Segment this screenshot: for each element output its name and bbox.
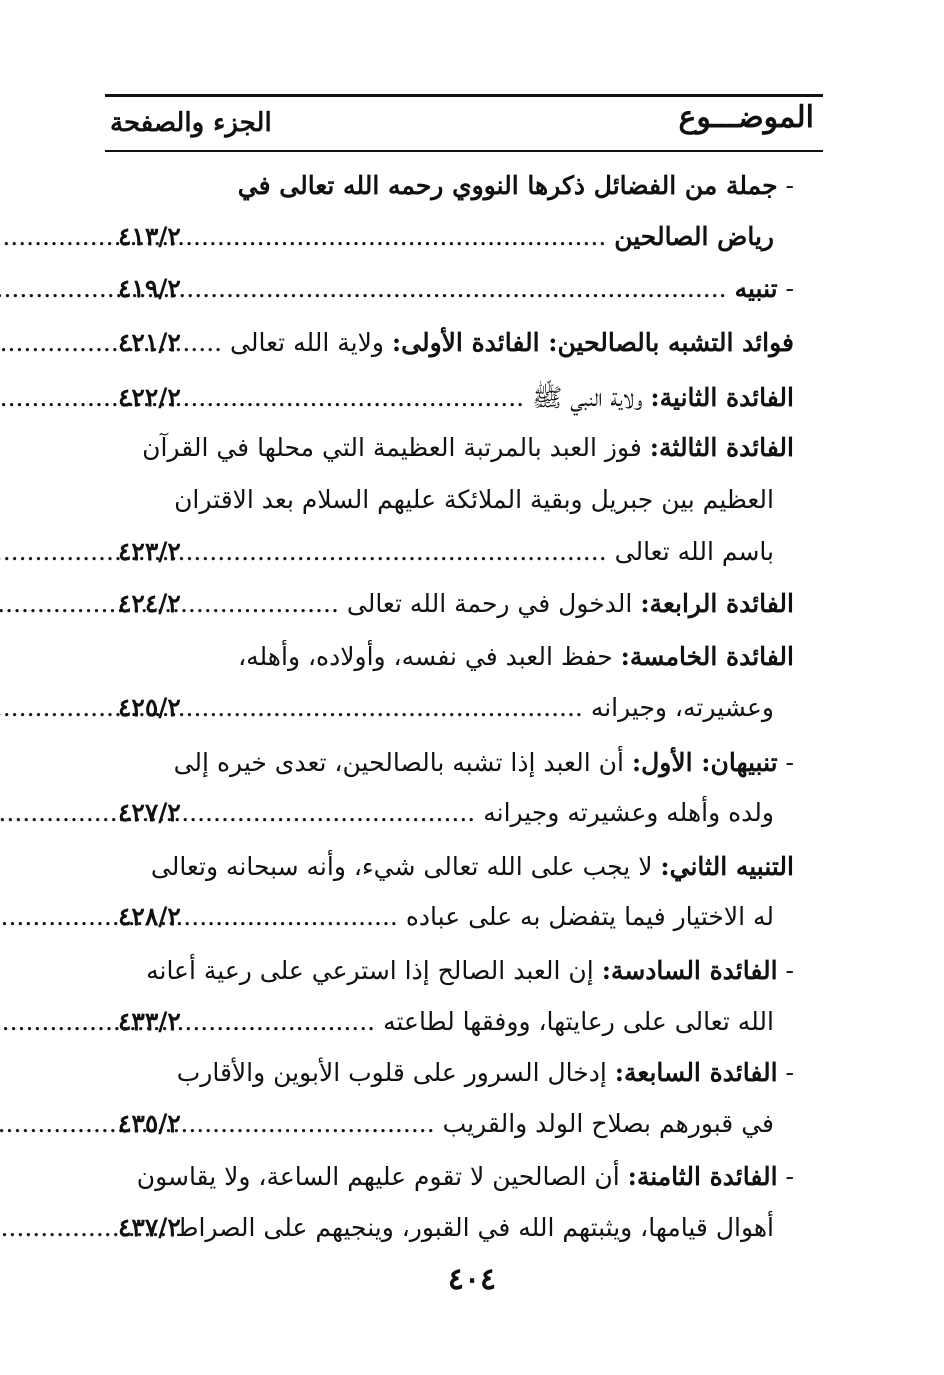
column-heading-topic: الموضـــوع bbox=[678, 100, 814, 135]
toc-entry-text: حفظ العبد في نفسه، وأولاده، وأهله، bbox=[238, 642, 621, 671]
toc-entry-line bbox=[212, 534, 774, 570]
toc-entry-line bbox=[146, 953, 794, 989]
toc-entry-line bbox=[212, 380, 794, 416]
toc-entry-heading: التنبيه الثاني: bbox=[660, 852, 794, 881]
toc-entry-line bbox=[212, 639, 794, 675]
toc-entry-heading: تنبيه bbox=[734, 274, 778, 303]
toc-entry-heading: الفائدة السابعة: bbox=[614, 1058, 778, 1087]
toc-entry-line bbox=[150, 849, 794, 885]
toc-entry-line bbox=[212, 795, 774, 831]
toc-entry-page-ref: ٤١٣/٢ bbox=[118, 222, 181, 251]
toc-entry-line bbox=[212, 325, 794, 361]
toc-entry-line bbox=[212, 1004, 774, 1040]
toc-entry-text: أن الصالحين لا تقوم عليهم الساعة، ولا يقاسون bbox=[136, 1162, 628, 1191]
toc-entry-text: - bbox=[777, 1162, 794, 1191]
toc-entry-heading: الفائدة السادسة: bbox=[601, 956, 778, 985]
toc-entry-text: إن العبد الصالح إذا استرعي على رعية أعانه bbox=[146, 956, 602, 985]
toc-entry-page-ref: ٤٢١/٢ bbox=[118, 328, 181, 357]
header-top-rule bbox=[105, 94, 823, 97]
toc-entry-text: فوز العبد بالمرتبة العظيمة التي محلها في القرآن bbox=[142, 433, 650, 462]
toc-entry-text: له الاختيار فيما يتفضل به على عباده bbox=[405, 902, 774, 931]
toc-entry-page-ref: ٤٣٥/٢ bbox=[118, 1109, 181, 1138]
toc-entry-line bbox=[212, 219, 774, 255]
toc-entry-line bbox=[175, 1210, 774, 1246]
toc-entry-heading: جملة من الفضائل ذكرها النووي رحمه الله تعالى في bbox=[237, 171, 778, 200]
toc-entry-heading: فوائد التشبه بالصالحين: الفائدة الأولى: bbox=[391, 328, 794, 357]
toc-entry-text: - bbox=[777, 1058, 794, 1087]
toc-entry-line bbox=[212, 271, 794, 307]
toc-entry-heading: رياض الصالحين bbox=[614, 222, 774, 251]
toc-entry-text: - bbox=[777, 171, 794, 200]
toc-entry-text: إدخال السرور على قلوب الأبوين والأقارب bbox=[176, 1058, 615, 1087]
toc-entry-heading: تنبيهان: الأول: bbox=[631, 748, 778, 777]
toc-entry-line bbox=[212, 168, 794, 204]
page-number: ٤٠٤ bbox=[447, 1262, 497, 1297]
toc-entry-text: الله تعالى على رعايتها، ووفقها لطاعته bbox=[383, 1007, 774, 1036]
column-heading-part-page: الجزء والصفحة bbox=[110, 108, 272, 138]
toc-entry-text: وعشيرته، وجيرانه bbox=[590, 693, 774, 722]
toc-entry-text: - bbox=[777, 956, 794, 985]
toc-entry-line bbox=[212, 690, 774, 726]
toc-entry-text: العظيم بين جبريل وبقية الملائكة عليهم السلام بعد الاقتران bbox=[174, 485, 774, 514]
toc-entry-heading: الفائدة الثالثة: bbox=[649, 433, 794, 462]
toc-entry-page-ref: ٤٣٧/٢ bbox=[118, 1213, 181, 1242]
toc-entry-page-ref: ٤٢٢/٢ bbox=[118, 383, 181, 412]
toc-entry-text: الدخول في رحمة الله تعالى bbox=[346, 589, 641, 618]
toc-entry-line bbox=[173, 745, 794, 781]
toc-entry-line bbox=[176, 1055, 794, 1091]
toc-entry-text: - bbox=[777, 748, 794, 777]
toc-entry-text: - bbox=[777, 274, 794, 303]
toc-entry-heading: الفائدة الخامسة: bbox=[620, 642, 794, 671]
toc-entry-page-ref: ٤٣٣/٢ bbox=[118, 1007, 181, 1036]
toc-entry-line bbox=[142, 430, 794, 466]
toc-entry-heading: الفائدة الرابعة: bbox=[640, 589, 794, 618]
toc-entry-text: ولاية النبي ﷺ bbox=[532, 383, 651, 412]
toc-entry-line bbox=[212, 899, 774, 935]
toc-entry-text: في قبورهم بصلاح الولد والقريب bbox=[442, 1109, 774, 1138]
toc-entry-line bbox=[136, 1159, 794, 1195]
toc-entry-text: باسم الله تعالى bbox=[614, 537, 774, 566]
toc-entry-heading: الفائدة الثانية: bbox=[650, 383, 794, 412]
toc-entry-text: لا يجب على الله تعالى شيء، وأنه سبحانه وتعالى bbox=[150, 852, 661, 881]
toc-entry-page-ref: ٤١٩/٢ bbox=[118, 274, 181, 303]
toc-entry-page-ref: ٤٢٤/٢ bbox=[118, 589, 181, 618]
toc-entry-heading: الفائدة الثامنة: bbox=[627, 1162, 778, 1191]
toc-entry-text: أن العبد إذا تشبه بالصالحين، تعدى خيره إلى bbox=[173, 748, 632, 777]
toc-entry-page-ref: ٤٢٥/٢ bbox=[118, 693, 181, 722]
toc-entry-text: أهوال قيامها، ويثبتهم الله في القبور، وينجيهم على الصراط bbox=[175, 1213, 774, 1242]
toc-entry-page-ref: ٤٢٨/٢ bbox=[118, 902, 181, 931]
toc-entry-line bbox=[174, 482, 774, 518]
toc-entry-page-ref: ٤٢٧/٢ bbox=[118, 798, 181, 827]
toc-entry-line bbox=[212, 586, 794, 622]
toc-entry-text: ولاية الله تعالى bbox=[230, 328, 392, 357]
toc-entry-line bbox=[212, 1106, 774, 1142]
toc-entry-text: ولده وأهله وعشيرته وجيرانه bbox=[483, 798, 774, 827]
header-bottom-rule bbox=[105, 150, 823, 152]
toc-entry-page-ref: ٤٢٣/٢ bbox=[118, 537, 181, 566]
